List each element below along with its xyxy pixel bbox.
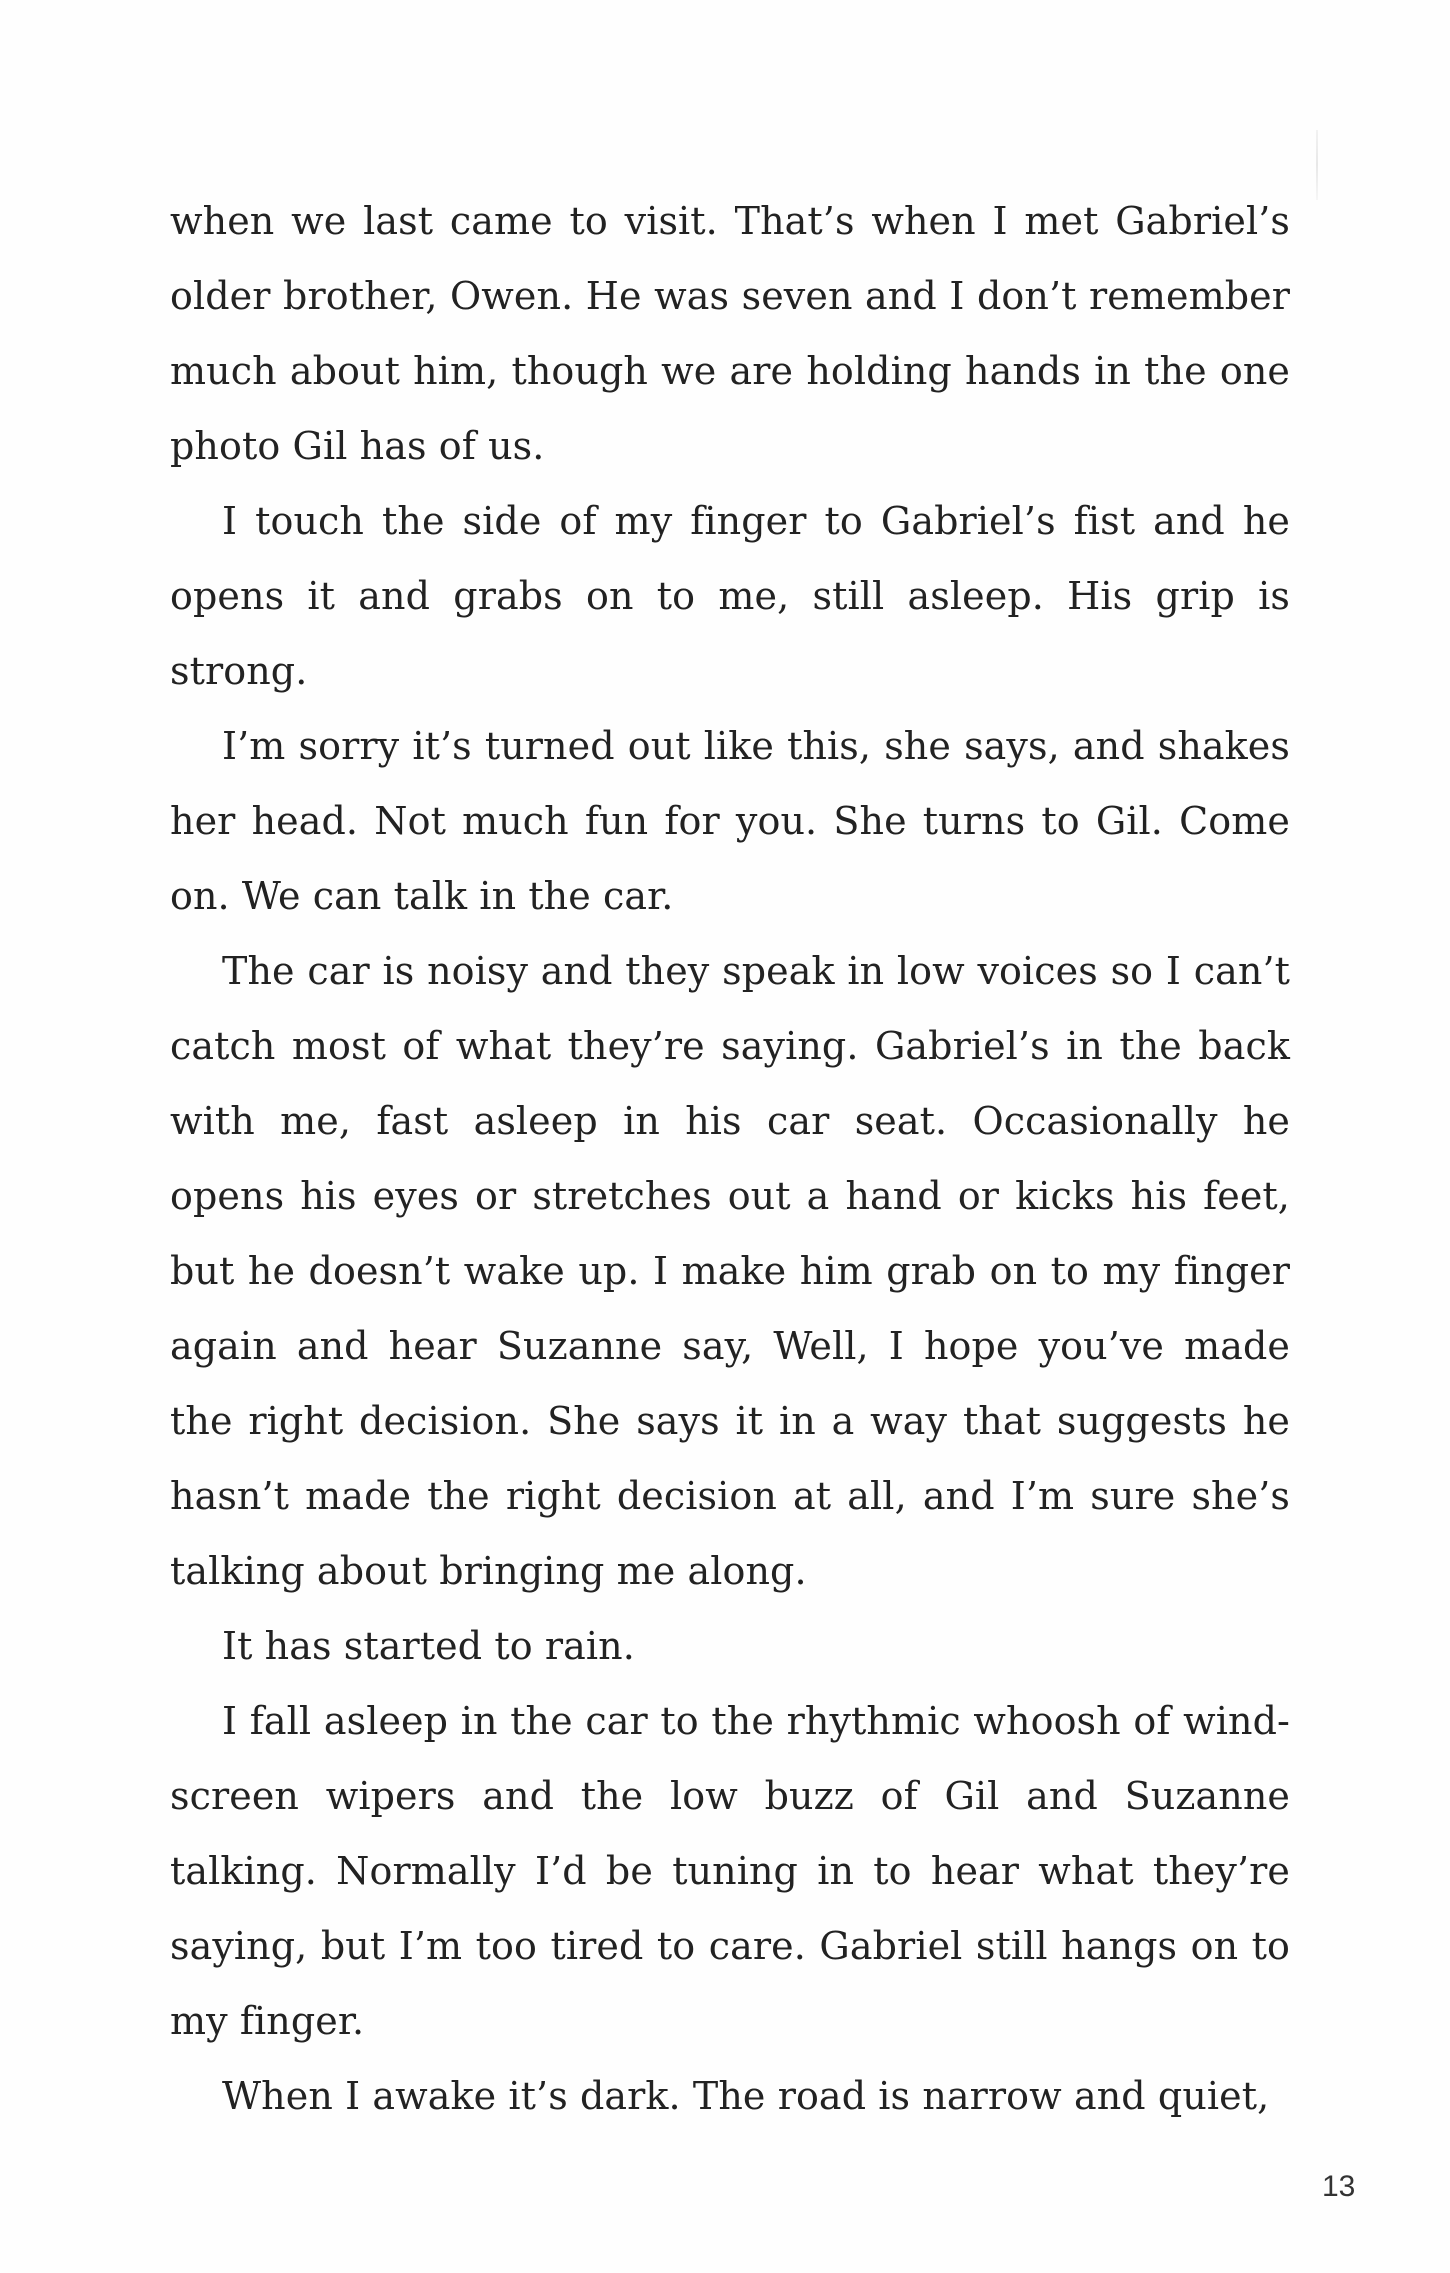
paragraph-4: The car is noisy and they speak in low voices so I can’t catch most of what they’re saying. Gabriel’s in the back with me, fast asleep in his car seat. Occasionally he opens his eyes or stretches out a hand or kicks his feet, but he doesn’t wake up. I make him grab on to my finger again and hear Suzanne say, Well, I hope you’ve made the right decision. She says it in a way that suggests he hasn’t made the right decision at all, and I’m sure she’s talking about bringing me along.: [170, 949, 1290, 1593]
page-number: 13: [1322, 2170, 1356, 2203]
paragraph-6: I fall asleep in the car to the rhythmic whoosh of wind-screen wipers and the low buzz of Gil and Suzanne talking. Normally I’d be tuning in to hear what they’re saying, but I’m too tired to care. Gabriel still hangs on to my finger.: [170, 1699, 1290, 2043]
paragraph-2: I touch the side of my finger to Gabriel’s fist and he opens it and grabs on to me, still asleep. His grip is strong.: [170, 499, 1290, 693]
paragraph-3: I’m sorry it’s turned out like this, she says, and shakes her head. Not much fun for you. She turns to Gil. Come on. We can talk in the car.: [170, 724, 1290, 918]
scan-artifact: [1316, 130, 1318, 200]
paragraph-7: When I awake it’s dark. The road is narrow and quiet,: [222, 2074, 1270, 2118]
paragraph-5: It has started to rain.: [222, 1624, 635, 1668]
paragraph-1: when we last came to visit. That’s when I met Gabriel’s older brother, Owen. He was seven and I don’t remember much about him, though we are holding hands in the one photo Gil has of us.: [170, 199, 1290, 468]
body-text: [170, 184, 1290, 2134]
